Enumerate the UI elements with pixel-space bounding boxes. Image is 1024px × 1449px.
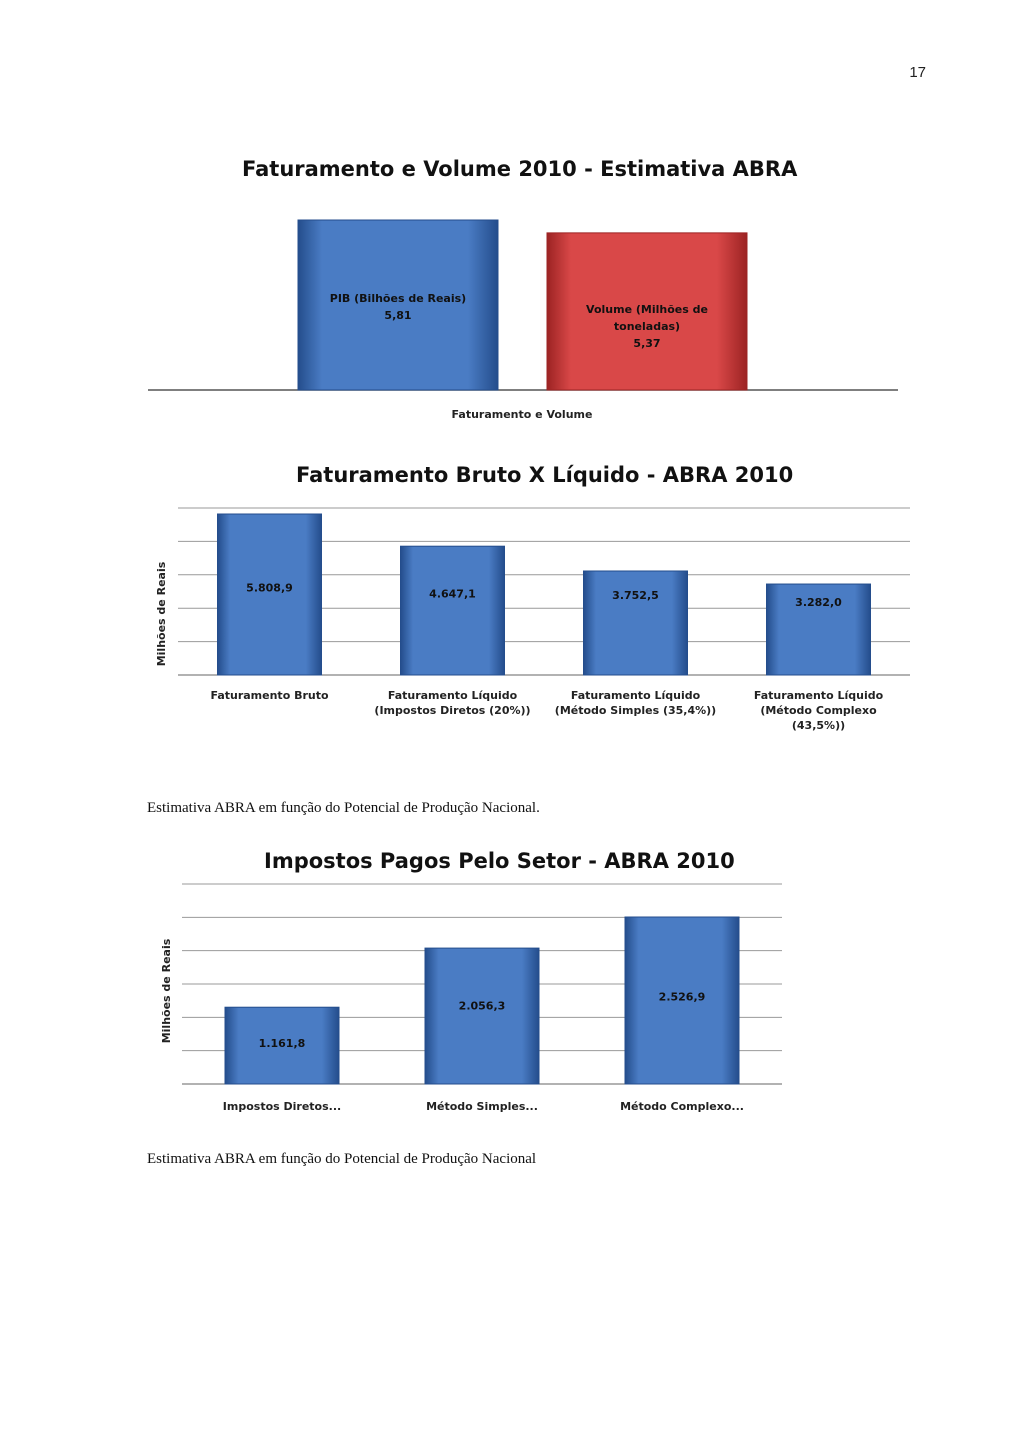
chart2-data-label-3: 3.752,5 — [612, 589, 659, 603]
chart2-category-label-3: Faturamento Líquido (Método Simples (35,4%)) — [554, 689, 717, 717]
chart3-data-label-3: 2.526,9 — [658, 990, 706, 1004]
chart3-category-label-3: Método Complexo... — [620, 1100, 744, 1113]
chart1-bar-label-2: Volume (Milhões de toneladas) 5,37 — [586, 303, 708, 350]
caption-chart2: Estimativa ABRA em função do Potencial de Produção Nacional. — [147, 800, 540, 816]
chart2-data-label-2: 4.647,1 — [429, 587, 476, 601]
chart1-x-axis-label: Faturamento e Volume — [451, 408, 593, 421]
chart2-category-label-1: Faturamento Bruto — [210, 689, 329, 702]
caption-chart3: Estimativa ABRA em função do Potencial de Produção Nacional — [147, 1151, 537, 1167]
chart2-bar-1 — [218, 514, 322, 675]
page-number: 17 — [909, 64, 926, 81]
chart2-title: Faturamento Bruto X Líquido - ABRA 2010 — [296, 463, 794, 487]
chart2-category-label-2: Faturamento Líquido (Impostos Diretos (20%)) — [374, 689, 531, 717]
chart2-bar-2 — [401, 546, 505, 675]
chart3-data-label-2: 2.056,3 — [458, 999, 506, 1013]
chart3-category-label-1: Impostos Diretos... — [222, 1100, 342, 1113]
chart2-category-label-4: Faturamento Líquido (Método Complexo (43,5%)) — [753, 689, 884, 732]
chart3-y-axis-label: Milhões de Reais — [160, 938, 173, 1044]
chart3-category-label-2: Método Simples... — [426, 1100, 538, 1113]
chart1-title: Faturamento e Volume 2010 - Estimativa ABRA — [242, 157, 798, 181]
chart2-y-axis-label: Milhões de Reais — [155, 561, 168, 667]
chart2-data-label-1: 5.808,9 — [246, 581, 293, 595]
chart1-bar-1 — [298, 220, 498, 390]
chart3-data-label-1: 1.161,8 — [258, 1037, 306, 1051]
chart1-bar-label-1: PIB (Bilhões de Reais) 5,81 — [329, 292, 467, 322]
chart3-bar-2 — [425, 948, 539, 1084]
chart2-data-label-4: 3.282,0 — [795, 595, 842, 609]
chart2-bar-3 — [584, 571, 688, 675]
chart3-title: Impostos Pagos Pelo Setor - ABRA 2010 — [264, 849, 735, 873]
